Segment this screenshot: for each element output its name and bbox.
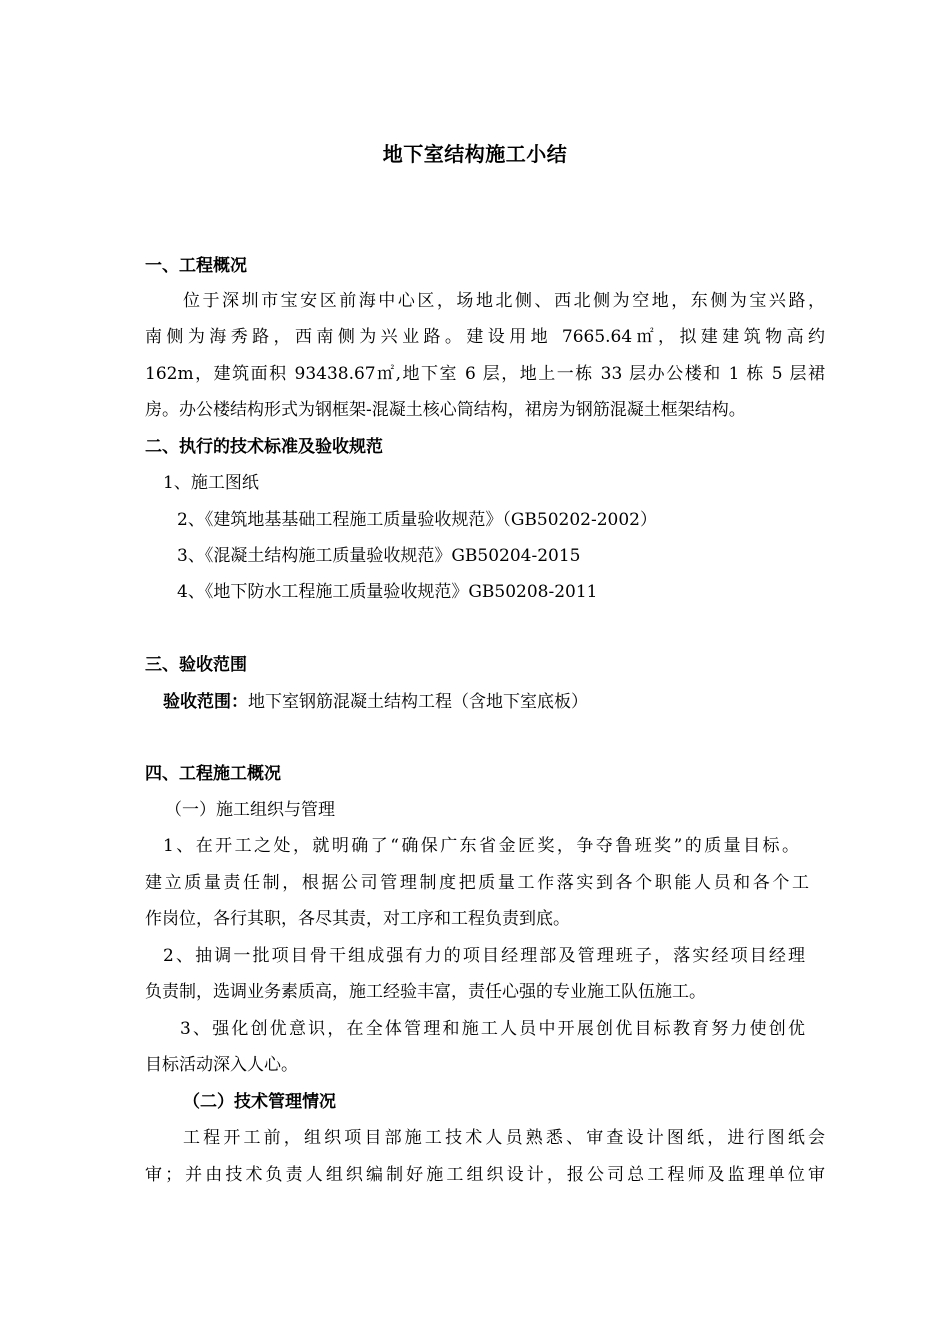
paragraph-line: 作岗位，各行其职，各尽其责，对工序和工程负责到底。: [145, 909, 570, 929]
paragraph-line: 162m，建筑面积 93438.67㎡,地下室 6 层，地上一栋 33 层办公楼和 1 栋 5 层裙: [145, 364, 825, 384]
list-item: 2、《建筑地基基础工程施工质量验收规范》（GB50202-2002）: [177, 510, 657, 530]
section-heading-scope: 三、验收范围: [145, 655, 247, 675]
document-title: 地下室结构施工小结: [382, 142, 568, 166]
paragraph-line: 负责制，选调业务素质高，施工经验丰富，责任心强的专业施工队伍施工。: [145, 982, 706, 1002]
section-heading-construction: 四、工程施工概况: [145, 764, 281, 784]
scope-label: 验收范围：: [163, 692, 248, 712]
subsection-heading: （二）技术管理情况: [183, 1092, 336, 1112]
paragraph-line: 南侧为海秀路，西南侧为兴业路。建设用地 7665.64㎡，拟建建筑物高约: [145, 327, 825, 347]
paragraph-line: 2、抽调一批项目骨干组成强有力的项目经理部及管理班子，落实经项目经理: [163, 946, 805, 966]
subsection-heading: （一）施工组织与管理: [165, 800, 335, 820]
section-heading-overview: 一、工程概况: [145, 256, 247, 276]
scope-text: 地下室钢筋混凝土结构工程（含地下室底板）: [248, 692, 588, 712]
paragraph-line: 位于深圳市宝安区前海中心区，场地北侧、西北侧为空地，东侧为宝兴路，: [183, 291, 825, 311]
paragraph-line: 建立质量责任制，根据公司管理制度把质量工作落实到各个职能人员和各个工: [145, 873, 809, 893]
list-item: 4、《地下防水工程施工质量验收规范》GB50208-2011: [177, 582, 598, 602]
list-item: 3、《混凝土结构施工质量验收规范》GB50204-2015: [177, 546, 581, 566]
paragraph-line: 1、在开工之处，就明确了“确保广东省金匠奖，争夺鲁班奖”的质量目标。: [163, 836, 799, 856]
section-heading-standards: 二、执行的技术标准及验收规范: [145, 437, 383, 457]
list-item: 1、施工图纸: [163, 473, 259, 493]
paragraph-line: 房。办公楼结构形式为钢框架-混凝土核心筒结构，裙房为钢筋混凝土框架结构。: [145, 400, 746, 420]
paragraph-line: 目标活动深入人心。: [145, 1055, 298, 1075]
paragraph-line: 审；并由技术负责人组织编制好施工组织设计，报公司总工程师及监理单位审: [145, 1165, 825, 1185]
paragraph-line: 3、强化创优意识，在全体管理和施工人员中开展创优目标教育努力使创优: [180, 1019, 805, 1039]
paragraph-line: 工程开工前，组织项目部施工技术人员熟悉、审查设计图纸，进行图纸会: [183, 1128, 825, 1148]
scope-line: [163, 690, 843, 714]
